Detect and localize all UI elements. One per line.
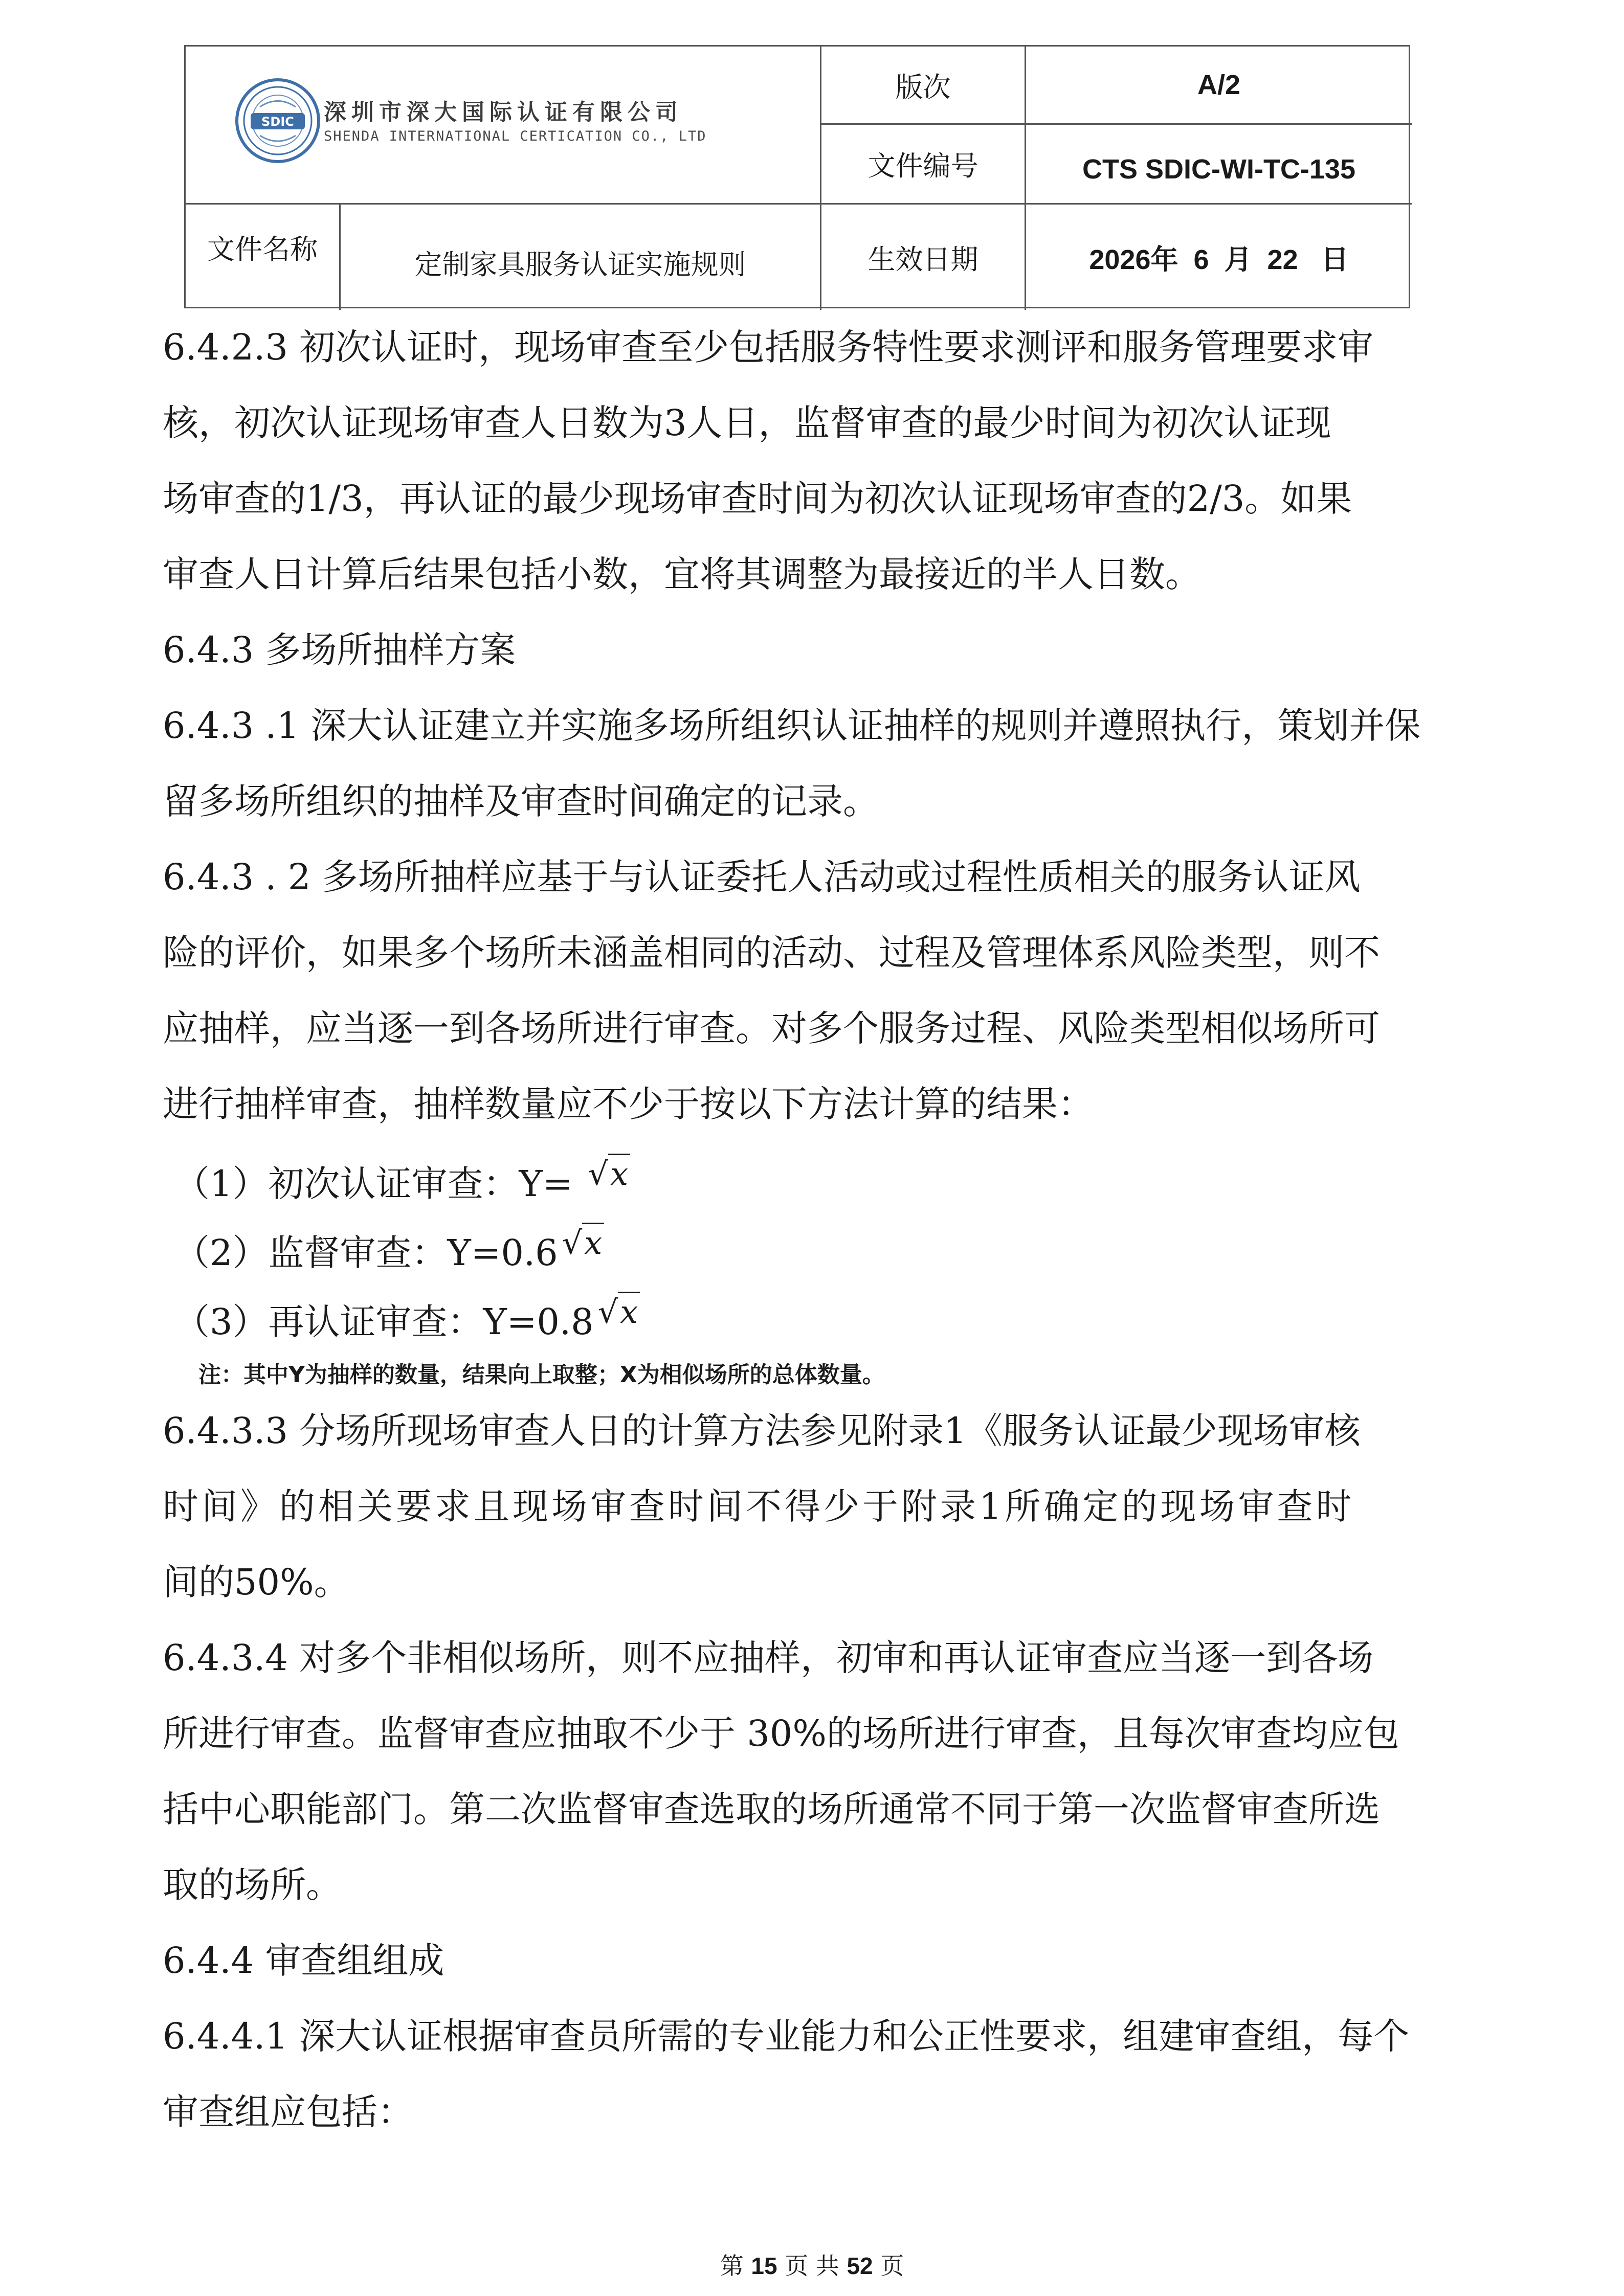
footer-mid: 页 共 — [785, 2252, 839, 2280]
company-logo-block — [186, 47, 821, 203]
company-name-en: SHENDA INTERNATIONAL CERTICATION CO., LTD — [324, 128, 707, 144]
text-line: 6.4.3.3 分场所现场审查人日的计算方法参见附录1《服务认证最少现场审核 — [163, 1410, 1361, 1452]
version-value: A/2 — [1197, 70, 1241, 100]
formula-surveillance — [163, 1219, 1482, 1288]
sqrt-variable: x — [582, 1223, 604, 1262]
formula-label: （2）监督审查：Y=0.6 — [174, 1232, 558, 1274]
page-footer — [0, 2247, 1624, 2281]
section-6-4-2-3 — [163, 309, 1482, 612]
version-label: 版次 — [895, 71, 951, 103]
formula-label: （1）初次认证审查：Y= — [174, 1163, 584, 1205]
text-line: 6.4.2.3 初次认证时，现场审查至少包括服务特性要求测评和服务管理要求审 — [163, 326, 1374, 368]
section-6-4-3-1 — [163, 688, 1482, 839]
text-line: 间的50%。 — [163, 1561, 350, 1603]
text-line: 6.4.3 . 2 多场所抽样应基于与认证委托人活动或过程性质相关的服务认证风 — [163, 856, 1361, 898]
section-heading: 6.4.4 审查组组成 — [163, 1940, 444, 1982]
text-line: 进行抽样审查，抽样数量应不少于按以下方法计算的结果： — [163, 1083, 1094, 1125]
docno-value: CTS SDIC-WI-TC-135 — [1082, 153, 1355, 185]
footer-prefix: 第 — [720, 2252, 744, 2280]
sdic-logo-icon — [234, 77, 321, 164]
text-line: 6.4.4.1 深大认证根据审查员所需的专业能力和公正性要求，组建审查组，每个 — [163, 2015, 1410, 2057]
text-line: 审查人日计算后结果包括小数，宜将其调整为最接近的半人日数。 — [163, 553, 1201, 595]
name-value: 定制家具服务认证实施规则 — [414, 248, 746, 281]
text-line: 核，初次认证现场审查人日数为3人日，监督审查的最少时间为初次认证现 — [163, 402, 1331, 444]
page-total: 52 — [847, 2253, 873, 2279]
text-line: 时间》的相关要求且现场审查时间不得少于附录1所确定的现场审查时 — [163, 1485, 1355, 1527]
text-line: 6.4.3.4 对多个非相似场所，则不应抽样，初审和再认证审查应当逐一到各场 — [163, 1637, 1374, 1679]
text-line: 取的场所。 — [163, 1864, 342, 1906]
text-line: 险的评价，如果多个场所未涵盖相同的活动、过程及管理体系风险类型，则不 — [163, 932, 1380, 974]
document-header-table — [184, 45, 1410, 308]
name-label: 文件名称 — [207, 233, 318, 265]
document-body — [163, 309, 1482, 2150]
logo-text: SDIC — [261, 115, 294, 129]
section-6-4-3-4 — [163, 1620, 1482, 1923]
text-line: 6.4.3 .1 深大认证建立并实施多场所组织认证抽样的规则并遵照执行，策划并保 — [163, 705, 1421, 747]
docno-label: 文件编号 — [867, 150, 978, 182]
formula-initial — [163, 1150, 1482, 1219]
text-line: 括中心职能部门。第二次监督审查选取的场所通常不同于第一次监督审查所选 — [163, 1788, 1380, 1830]
section-heading: 6.4.3 多场所抽样方案 — [163, 629, 516, 671]
text-line: 所进行审查。监督审查应抽取不少于 30%的场所进行审查，且每次审查均应包 — [163, 1713, 1399, 1754]
section-6-4-4-heading — [163, 1923, 1482, 1998]
section-6-4-4-1 — [163, 1998, 1482, 2150]
sqrt-symbol: √x — [588, 1155, 630, 1192]
formula-note: 注：其中Y为抽样的数量，结果向上取整；X为相似场所的总体数量。 — [198, 1362, 885, 1388]
section-6-4-3-heading — [163, 612, 1482, 688]
formula-list — [163, 1150, 1482, 1393]
text-line: 应抽样，应当逐一到各场所进行审查。对多个服务过程、风险类型相似场所可 — [163, 1007, 1380, 1049]
formula-label: （3）再认证审查：Y=0.8 — [174, 1301, 594, 1343]
formula-recertification — [163, 1288, 1482, 1357]
date-value: 2026年 6 月 22 日 — [1089, 244, 1349, 275]
sqrt-symbol: √x — [598, 1293, 640, 1331]
date-label: 生效日期 — [867, 243, 978, 276]
company-name-cn: 深圳市深大国际认证有限公司 — [324, 99, 683, 125]
text-line: 留多场所组织的抽样及审查时间确定的记录。 — [163, 780, 879, 822]
sqrt-symbol: √x — [562, 1224, 604, 1262]
section-6-4-3-2 — [163, 839, 1482, 1142]
text-line: 场审查的1/3，再认证的最少现场审查时间为初次认证现场审查的2/3。如果 — [163, 478, 1352, 520]
sqrt-variable: x — [608, 1154, 630, 1192]
footer-suffix: 页 — [880, 2252, 904, 2280]
section-6-4-3-3 — [163, 1393, 1482, 1620]
page-number: 15 — [751, 2253, 777, 2279]
sqrt-variable: x — [618, 1292, 640, 1331]
text-line: 审查组应包括： — [163, 2091, 413, 2133]
